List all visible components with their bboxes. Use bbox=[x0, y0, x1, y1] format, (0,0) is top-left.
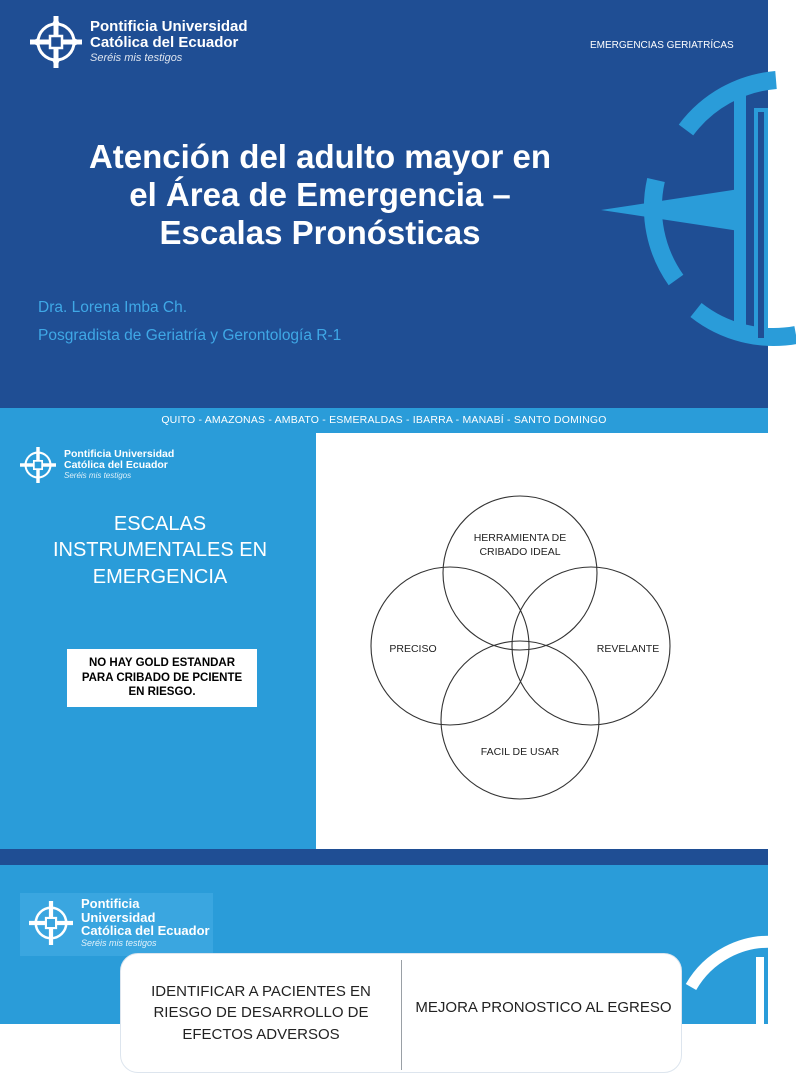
title-line: ESCALAS bbox=[113, 513, 207, 535]
logo-line1: Pontificia Universidad bbox=[81, 896, 156, 925]
logo-box bbox=[20, 893, 213, 956]
card-line: RIESGO DE DESARROLLO DE bbox=[153, 1004, 369, 1022]
venn-label-right: REVELANTE bbox=[596, 643, 660, 655]
university-logo bbox=[30, 16, 248, 68]
venn-diagram bbox=[316, 433, 768, 849]
campus-strip: QUITO - AMAZONAS - AMBATO - ESMERALDAS - IBARRA - MANABÍ - SANTO DOMINGO bbox=[0, 408, 768, 433]
logo-line1: Pontificia Universidad bbox=[90, 18, 248, 36]
venn-circle-top bbox=[443, 496, 597, 650]
header-label: EMERGENCIAS GERIATRÍCAS bbox=[590, 40, 734, 51]
logo-motto: Seréis mis testigos bbox=[81, 937, 157, 948]
content-card bbox=[120, 953, 682, 1073]
note-box: NO HAY GOLD ESTANDAR PARA CRIBADO DE PCIENTE EN RIESGO. bbox=[67, 649, 257, 707]
title-line: Atención del adulto mayor en bbox=[88, 138, 552, 175]
logo-motto: Seréis mis testigos bbox=[64, 471, 132, 481]
university-logo bbox=[20, 447, 174, 483]
card-divider bbox=[401, 960, 402, 1070]
compass-cross-icon bbox=[20, 447, 56, 483]
slide-title bbox=[20, 511, 300, 590]
compass-decoration-icon bbox=[686, 927, 776, 1027]
venn-label-left: PRECISO bbox=[389, 643, 437, 655]
venn-label-bottom: FACIL DE USAR bbox=[480, 746, 560, 758]
slide-divider bbox=[0, 849, 768, 865]
compass-cross-icon bbox=[29, 901, 73, 945]
title-line: Escalas Pronósticas bbox=[159, 213, 481, 251]
title-line: el Área de Emergencia – bbox=[129, 175, 511, 213]
compass-decoration-icon bbox=[596, 70, 796, 340]
card-line: EFECTOS ADVERSOS bbox=[182, 1025, 340, 1043]
slide2-left-panel bbox=[0, 433, 316, 849]
university-logo bbox=[29, 897, 213, 948]
logo-line2: Católica del Ecuador bbox=[90, 34, 239, 52]
venn-circle-bottom bbox=[441, 641, 599, 799]
title-line: EMERGENCIA bbox=[92, 565, 228, 588]
card-left-text bbox=[131, 981, 391, 1045]
logo-line1: Pontificia Universidad bbox=[64, 448, 175, 461]
title-line: INSTRUMENTALES EN bbox=[52, 539, 268, 562]
compass-cross-icon bbox=[30, 16, 82, 68]
author-name: Dra. Lorena Imba Ch. bbox=[38, 299, 188, 316]
author-role: Posgradista de Geriatría y Gerontología R-1 bbox=[38, 327, 342, 344]
logo-line2: Católica del Ecuador bbox=[64, 459, 168, 472]
venn-label-top-2: CRIBADO IDEAL bbox=[479, 546, 561, 558]
card-right-text: MEJORA PRONOSTICO AL EGRESO bbox=[415, 999, 672, 1016]
card-line: IDENTIFICAR A PACIENTES EN bbox=[151, 983, 371, 1000]
slide-title bbox=[30, 138, 610, 252]
slide3 bbox=[0, 865, 768, 1043]
logo-line2: Católica del Ecuador bbox=[81, 923, 210, 939]
venn-label-top-1: HERRAMIENTA DE bbox=[473, 532, 567, 544]
title-slide bbox=[0, 0, 768, 408]
slide2-right-panel bbox=[316, 433, 768, 849]
author-block bbox=[38, 294, 341, 350]
logo-motto: Seréis mis testigos bbox=[90, 51, 183, 64]
